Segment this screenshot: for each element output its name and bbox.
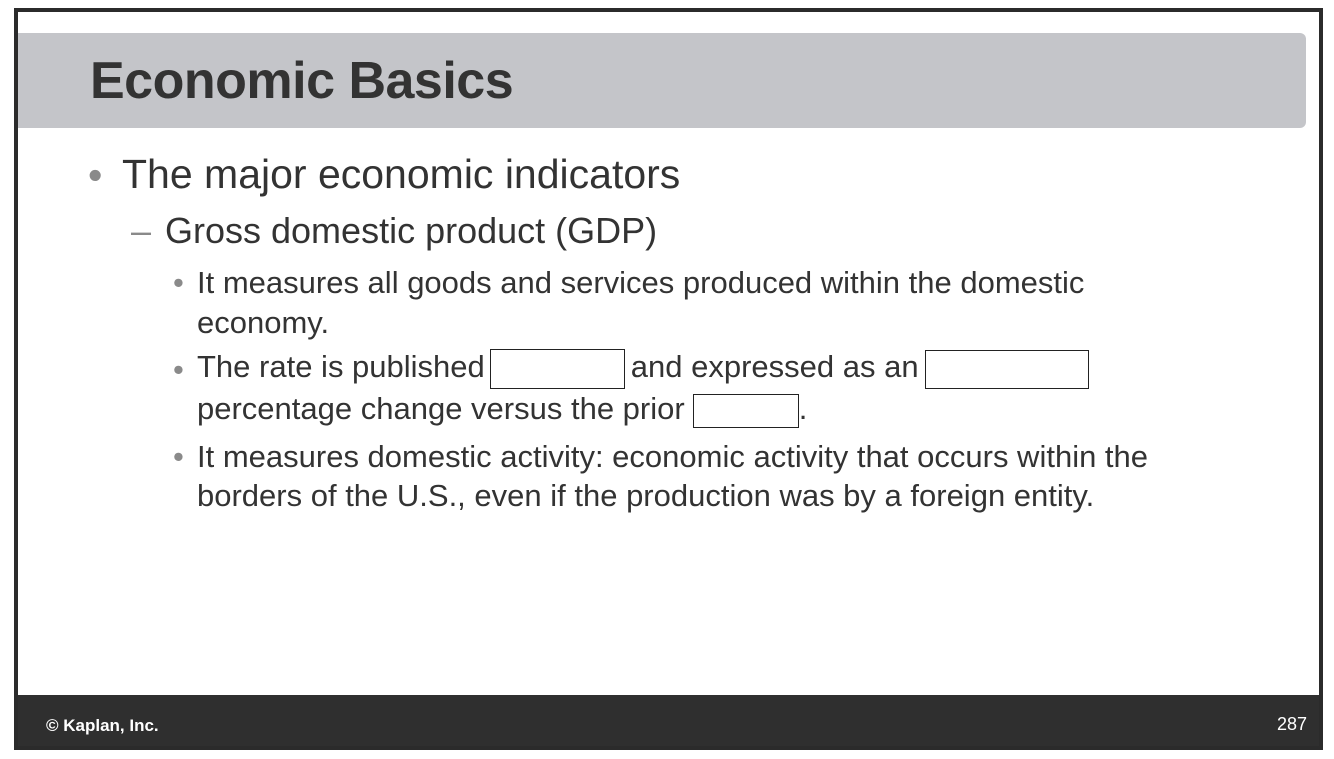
page-number: 287 [1276,714,1307,734]
answer-blank-3[interactable] [693,394,799,428]
bullet-icon: • [173,265,184,300]
bullet-3-2-line2 [197,391,807,428]
slide-title: Economic Basics [90,52,514,110]
bullet-3-3-line2: borders of the U.S., even if the production was by a foreign entity. [197,478,1095,513]
answer-blank-1[interactable] [490,349,625,389]
slide-footer [18,695,1319,746]
dash-icon: – [131,210,152,251]
copyright-text: © Kaplan, Inc. [46,716,159,735]
bullet-icon: • [173,439,184,474]
slide [14,8,1323,750]
slide-content [18,12,1319,746]
bullet-3-2-text-d: . [798,391,808,426]
bullet-icon: • [173,352,184,387]
bullet-3-2-text-a: The rate is published [197,349,485,385]
bullet-level1: The major economic indicators [122,151,681,197]
bullet-level2: Gross domestic product (GDP) [165,210,658,251]
bullet-3-2-text-b: and expressed as an [630,349,919,385]
answer-blank-2[interactable] [925,350,1089,389]
bullet-3-3-line1: It measures domestic activity: economic activity that occurs within the [197,439,1149,474]
bullet-3-1-line1: It measures all goods and services produced within the domestic [197,265,1085,300]
bullet-3-2-text-c: percentage change versus the prior [197,391,685,426]
bullet-3-2-line1 [197,349,1089,389]
bullet-icon: • [88,152,103,198]
bullet-3-1-line2: economy. [197,305,330,340]
